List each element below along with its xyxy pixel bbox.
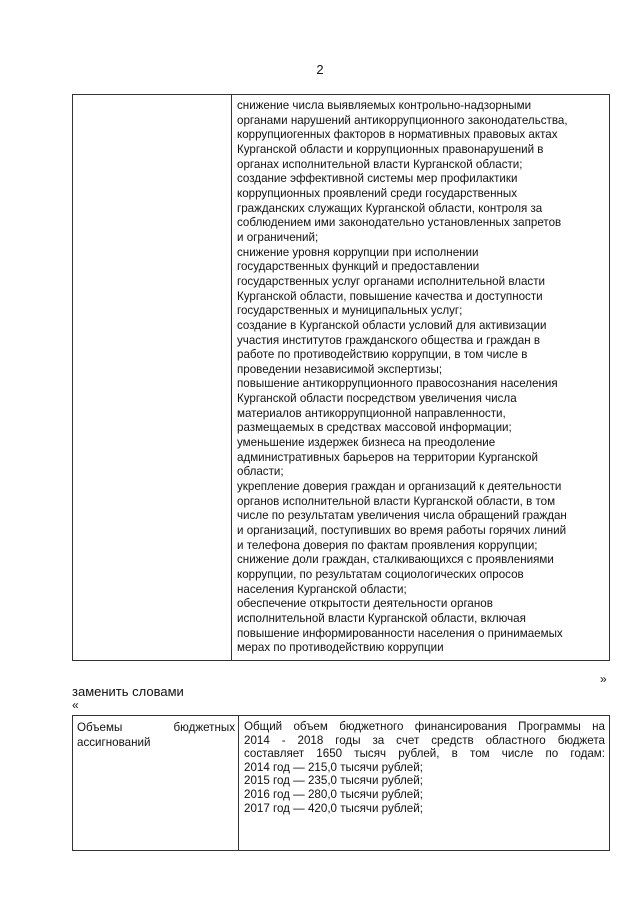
text-line: уменьшение издержек бизнеса на преодоление bbox=[237, 436, 496, 450]
text-line: материалов антикоррупционной направленности, bbox=[237, 406, 506, 420]
budget-label-line: ассигнований bbox=[77, 736, 151, 749]
budget-label-line: Объемы бюджетных bbox=[77, 721, 235, 734]
page-number: 2 bbox=[316, 62, 324, 77]
text-line: проведении независимой экспертизы; bbox=[237, 362, 443, 376]
budget-text-line: 2014 - 2018 годы за счет средств областного бюджета bbox=[244, 733, 605, 747]
text-line: повышение антикоррупционного правосознания населения bbox=[237, 377, 558, 391]
text-line: повышение информированности населения о принимаемых bbox=[237, 626, 563, 640]
budget-text-line: 2016 год — 280,0 тысячи рублей; bbox=[244, 787, 423, 801]
text-line: создание в Курганской области условий для активизации bbox=[237, 318, 547, 332]
text-line: работе по противодействию коррупции, в том числе в bbox=[237, 348, 528, 362]
closing-quote: » bbox=[600, 672, 607, 686]
budget-label-cell bbox=[73, 716, 239, 851]
text-line: создание эффективной системы мер профилактики bbox=[237, 172, 518, 186]
text-line: административных барьеров на территории Курганской bbox=[237, 450, 538, 464]
opening-quote: « bbox=[72, 698, 79, 712]
text-line: коррупциогенных факторов в нормативных правовых актах bbox=[237, 128, 558, 142]
text-line: участия институтов гражданского общества и граждан в bbox=[237, 333, 540, 347]
text-line: укрепление доверия граждан и организаций к деятельности bbox=[237, 480, 562, 494]
text-line: коррупционных проявлений среди государственных bbox=[237, 186, 518, 200]
table-label-cell bbox=[73, 95, 232, 661]
text-line: снижение уровня коррупции при исполнении bbox=[237, 245, 479, 259]
text-line: размещаемых в средствах массовой информации; bbox=[237, 421, 512, 435]
budget-text-cell bbox=[239, 716, 610, 851]
text-line: коррупции, по результатам социологических опросов bbox=[237, 568, 524, 581]
text-line: государственных функций и предоставлении bbox=[237, 260, 480, 274]
text-line: числе по результатам увеличения числа обращений граждан bbox=[237, 509, 567, 523]
text-line: снижение доли граждан, сталкивающихся с проявлениями bbox=[237, 553, 554, 567]
text-line: соблюдением ими законодательно установленных запретов bbox=[237, 216, 562, 230]
program-goals-table bbox=[72, 94, 610, 661]
text-line: и ограничений; bbox=[237, 230, 319, 244]
budget-table bbox=[72, 715, 610, 851]
text-line: государственных и муниципальных услуг; bbox=[237, 304, 463, 318]
budget-text-line: 2014 год — 215,0 тысячи рублей; bbox=[244, 760, 423, 774]
text-line: гражданских служащих Курганской области, контроля за bbox=[237, 201, 543, 215]
text-line: снижение числа выявляемых контрольно-надзорными bbox=[237, 99, 532, 112]
budget-text-line: 2017 год — 420,0 тысячи рублей; bbox=[244, 801, 423, 815]
text-line: органах исполнительной власти Курганской области; bbox=[237, 157, 523, 171]
table-row bbox=[73, 95, 610, 661]
text-line: и организаций, поступивших во время работы горячих линий bbox=[237, 524, 567, 538]
text-line: Курганской области посредством увеличения числа bbox=[237, 392, 517, 406]
text-line: исполнительной власти Курганской области, включая bbox=[237, 611, 526, 625]
text-line: населения Курганской области; bbox=[237, 582, 407, 596]
table-row bbox=[73, 716, 610, 851]
text-line: органов исполнительной власти Курганской области, в том bbox=[237, 494, 556, 508]
text-line: государственных услуг органами исполнительной власти bbox=[237, 274, 546, 288]
text-line: органами нарушений антикоррупционного законодательства, bbox=[237, 113, 568, 127]
text-line: мерах по противодействию коррупции bbox=[237, 641, 444, 655]
text-line: Курганской области, повышение качества и доступности bbox=[237, 289, 543, 303]
text-line: и телефона доверия по фактам проявления коррупции; bbox=[237, 538, 538, 552]
table-text-cell bbox=[232, 95, 610, 661]
replace-with-text: заменить словами bbox=[72, 684, 184, 699]
text-line: обеспечение открытости деятельности органов bbox=[237, 597, 493, 611]
budget-text-line: Общий объем бюджетного финансирования Программы на bbox=[244, 720, 605, 733]
budget-text-line: составляет 1650 тысяч рублей, в том числе по годам: bbox=[244, 747, 605, 761]
text-line: Курганской области и коррупционных правонарушений в bbox=[237, 142, 544, 156]
budget-text-line: 2015 год — 235,0 тысячи рублей; bbox=[244, 774, 423, 788]
text-line: области; bbox=[237, 465, 284, 479]
